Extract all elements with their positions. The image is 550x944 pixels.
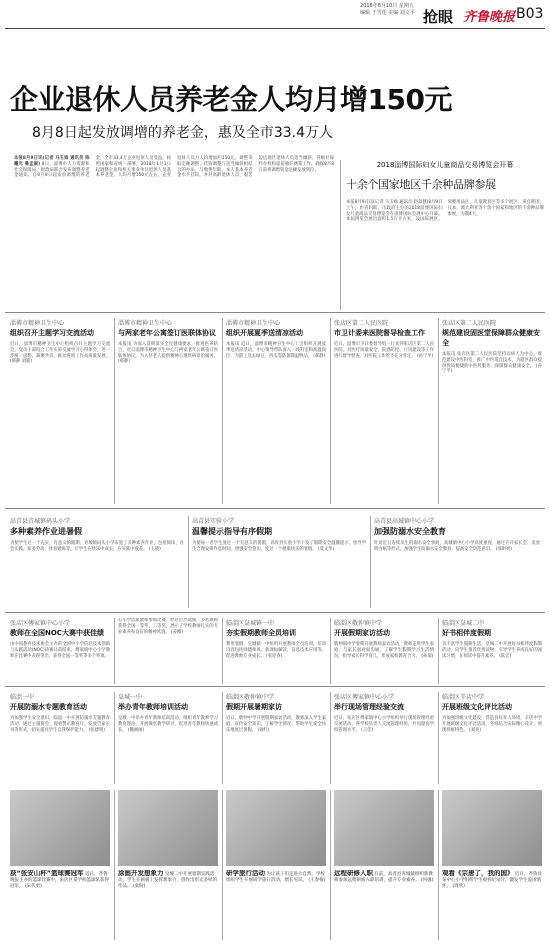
photo-title: 远程研修入职 (334, 870, 373, 877)
article-title: 开展假期家访活动 (334, 629, 390, 637)
article-body: 皇城一中举办青年教师培训活动，组织青年教师学习教育理论，开展课堂教学研讨，促进青年教师快速成长。 (魏丽丽) (118, 716, 218, 733)
dept-label: 临淄区皇城二中 (442, 620, 485, 627)
column-divider (222, 618, 223, 684)
article-title: 举行现场管理经验交流 (334, 703, 404, 711)
article-r2-4 (442, 318, 542, 504)
dept-label: 淄博市精神卫生中心 (226, 320, 281, 327)
photo-text: 近日，齐鲁县某中心小学组织学生观看纪录片，激发学生爱国情怀。 (周欣) (442, 872, 542, 889)
article-r3-2 (374, 516, 540, 608)
article-r4-1 (118, 618, 218, 684)
photo-image (442, 790, 542, 866)
article-title: 温馨提示指导有序假期 (192, 527, 272, 536)
column-divider (222, 692, 223, 784)
article-title: 举办青年教师培训活动 (118, 703, 188, 711)
article-title: 好书相伴度假期 (442, 629, 491, 637)
photo-image (334, 790, 434, 866)
photo-image (10, 790, 110, 866)
article-r2-1 (118, 318, 218, 504)
column-divider (330, 692, 331, 784)
article-r2-3 (334, 318, 434, 504)
editor-line: 编辑 于雪莲 美编 刘文平 (360, 10, 415, 16)
article-title: 夯实假期教师全员培训 (226, 629, 296, 637)
photo-image (118, 790, 218, 866)
photo-caption (118, 870, 218, 940)
photo-title: 获“张安山杯”篮球赛冠军 (10, 870, 84, 877)
photo-image (226, 790, 326, 866)
page-number: B03 (516, 6, 544, 22)
article-title: 假期开展暑期家访 (226, 703, 282, 711)
article-r5-1 (118, 692, 218, 784)
article-title: 组织召开主题学习交流活动 (10, 329, 94, 337)
side-kicker: 2018淄博国际妇女儿童商品交易博览会开幕 (376, 161, 514, 169)
dept-label: 淄博市精神卫生中心 (118, 320, 173, 327)
article-r4-2 (226, 618, 326, 684)
photo-text: 日前，高青县青城镇组织新教师参加远程研修入职培训，提升专业素养。 (何强) (334, 872, 434, 883)
article-body: 为加强学生安全意识，临淄一中开展防溺水专题教育活动，通过主题班会、观看警示教育片、发放告家长书等形式，切实提高学生自我保护能力。 (张建明) (10, 716, 110, 733)
lead-body: 8日，淄博市人力资源和社会保障局、财政局联合发布调整养老金通知，自8月8日起发放调增的养老金，全市33.4万企业退休人员受益。按照国家和省统一部署，2018年1月1日起调整企业和机关事业单位退休人员基本养老金，人均月增150元左右，企业退休人员月人均增加约150元。调整采取定额调整、挂钩调整与适当倾斜相结合的办法，与缴费年限、本人基本养老金水平挂钩，并对高龄退休人员、艰苦边远地区退休人员适当倾斜。各级社保经办机构提前做好测算工作，确保8月8日前将调增资金足额发放到位。 (14, 156, 334, 179)
row2-rule (5, 508, 545, 509)
column-divider (114, 790, 115, 940)
column-divider (188, 516, 189, 608)
article-body: 利用暑假，皇城镇一中组织开展教师全员培训，培训内容包括师德师风、新课标解读、信息技术应用等，促进教师专业成长。 (张迎春) (226, 642, 326, 659)
article-body: 近日，张店区傅家镇中心小学组织举行现场管理经验交流活动，各学校负责人交流管理经验，共同提高学校管理水平。 (王佳) (334, 716, 434, 733)
lead-byline: 本报8月9日讯(记者 马玉姝 通讯员 陈曦光 鲁孟颖) (14, 156, 90, 167)
article-body: 由中国教育技术协会主办的全国中小学信息技术创新与实践活动(NOC)决赛日前结束，傅家镇中心小学教师在比赛中表现突出，获得全国一等奖等多个奖项。 (10, 642, 110, 659)
article-title: 组织开展夏季送清凉活动 (226, 329, 303, 337)
lead-headline: 企业退休人员养老金人均月增150元 (10, 83, 452, 116)
row3-rule (5, 612, 545, 613)
article-body: 本报讯 张店区第二人民医院坚持以病人为中心，规范建设中医科室，推广中医适宜技术，为辖区群众提供优质便捷的中医药服务，保障群众健康安全。 (孙宁平) (442, 352, 542, 375)
article-title: 教师在全国NOC大赛中获佳绩 (10, 629, 104, 637)
article-r3-0 (10, 516, 184, 608)
dept-label: 高青县高城镇中心小学 (374, 518, 435, 525)
article-r4-4 (442, 618, 542, 684)
article-body: 近日，淄博市精神卫生中心组织召开主题学习交流会，党员干部结合工作实际交流学习心得体会，进一步统一思想、凝聚共识，推动各项工作高质量发展。 (郝静 刘敏) (10, 342, 110, 365)
photo-caption (226, 870, 326, 940)
column-divider (114, 692, 115, 784)
column-divider (222, 318, 223, 504)
lead-subhead: 8月8日起发放调增的养老金，惠及全市33.4万人 (32, 125, 333, 141)
article-body: 心小学选派教师参加比赛，经过层层选拔，多名教师获得全国一等奖、二等奖，展示了学校教师扎实的专业素养和良好的精神风貌。 (姜娜) (118, 618, 218, 635)
dept-label: 张店区第二人民医院 (442, 320, 497, 327)
column-divider (114, 618, 115, 684)
header (0, 0, 550, 30)
dept-label: 临淄区敬仲镇中学 (334, 620, 383, 627)
article-body: 为加强班级文化建设，营造良好育人环境，辛店中学开展班级文化评比活动，各班结合实际精心设计，展现班级特色。 (刘亮) (442, 716, 542, 733)
article-r2-0 (10, 318, 110, 504)
article-body: 敬仲镇中学暑期开展教师家访活动，教师走进学生家庭，与家长面对面沟通，了解学生假期学习生活情况，指导家长科学育儿，形成家校教育合力。 (孙瑞) (334, 642, 434, 659)
article-body: 本报讯 近日，淄博市精神卫生中心工会组织开展夏季送清凉活动，中心领导带队深入一线科室和高温岗位，为职工送去绿豆、西瓜等防暑降温物品。 (郝静) (226, 342, 326, 359)
column-divider (438, 790, 439, 940)
column-divider (438, 618, 439, 684)
article-body: 为使每一名学生度过一个有意义的暑假，高青县实验小学下发了假期安全温馨提示，指导学生合理安排作息时间，增强安全意识，度过一个健康快乐的暑假。 (夏文华) (192, 541, 366, 552)
column-divider (370, 516, 371, 608)
article-body: 近日，淄博市卫计委督导组一行来到张店区第二人民医院，对医疗质量安全、院感防控、行风建设等工作进行督导检查，对医院工作给予充分肯定。 (孙宁平) (334, 342, 434, 359)
photo-text: 皇城二中开展暑期实践活动，学生在画板上发挥想象力，创作出形式多样的作品。 (张盼) (118, 872, 217, 889)
row4-rule (5, 686, 545, 687)
article-r3-1 (192, 516, 366, 608)
article-body: 为使学生过一个充实、有意义的假期，青城镇码头小学布置了多种素养作业，包括阅读、社会实践、家务劳动、体育锻炼等，让学生在快乐中成长，在实践中收获。 (王晓) (10, 541, 184, 552)
column-divider (114, 318, 115, 504)
article-title: 开展班级文化评比活动 (442, 703, 512, 711)
dept-label: 张店区傅家镇中心小学 (10, 620, 71, 627)
column-divider (438, 692, 439, 784)
article-r4-3 (334, 618, 434, 684)
article-title: 市卫计委来医院督导检查工作 (334, 329, 425, 337)
dept-label: 高青县实验小学 (192, 518, 235, 525)
photo-text: 近日，齐鲁晚报主办的篮球比赛中，张店区某学校篮球队获得冠军。 (宋代勇) (10, 872, 109, 889)
row1-rule (5, 312, 545, 313)
article-r5-2 (226, 692, 326, 784)
lead-article (14, 156, 334, 296)
masthead-logo: 齐鲁晚报 (463, 10, 516, 25)
column-divider (330, 790, 331, 940)
article-r5-4 (442, 692, 542, 784)
dept-label: 临淄区敬仲镇中学 (226, 694, 275, 701)
article-title: 规范建设固医堂保障群众健康安全 (442, 329, 540, 347)
article-body: 本报讯 为深入贯彻落实全民健康要求，推进医养结合，近日淄博市精神卫生中心与两家老年公寓签订医联体协议，为入住老人提供精神心理疾病诊治服务。 (郝静) (118, 342, 218, 365)
photo-title: 研学旅行活动 (226, 870, 265, 877)
lead-divider (340, 160, 341, 310)
dept-label: 淄博市精神卫生中心 (10, 320, 65, 327)
side-feature (346, 160, 544, 280)
date-line: 2018年8月10日 星期五 (360, 3, 414, 9)
article-r2-2 (226, 318, 326, 504)
dept-label: 临淄区皇城镇一中 (226, 620, 275, 627)
dept-label: 张店区第二人民医院 (334, 320, 389, 327)
article-title: 多种素养作业进暑假 (10, 527, 82, 536)
article-r4-0 (10, 618, 110, 684)
photo-title: 观看《宗唐了，我的国》 (442, 870, 514, 877)
dept-label: 临淄一中 (10, 694, 35, 701)
article-title: 与两家老年公寓签订医联体协议 (118, 329, 216, 337)
article-r5-0 (10, 692, 110, 784)
column-divider (330, 618, 331, 684)
article-body: 针对近日连续发生的溺水安全事故，高城镇中心小学高度重视，通过召开家长会、发放明白纸等形式，加强学生防溺水安全教育，提高安全防范意识。 (邵明亮) (374, 541, 540, 552)
column-divider (330, 318, 331, 504)
header-rule (5, 28, 545, 29)
dept-label: 临淄区辛店中学 (442, 694, 485, 701)
column-name: 抢眼 (423, 8, 454, 26)
article-title: 加强防溺水安全教育 (374, 527, 446, 536)
side-body: 本报8月9日讯(记者 马玉姝 通讯员 赵景健)8月9日上午，由省妇联、市政府主办的2018淄博国际妇女儿童商品交易博览会在淄博国际会展中心开幕。本届博览会展出面积1.5万平方米，设国际展区、母婴用品区、儿童教育区等多个展区，来自韩国、日本、澳大利亚等十余个国家和地区的千余种品牌参展，为期4天。 (346, 200, 544, 223)
article-title: 开展防溺水专题教育活动 (10, 703, 87, 711)
article-body: 近日，敬仲中学开展假期家访活动，教师深入学生家庭，宣传安全知识，了解学生情况，帮助学生安全快乐地度过暑假。 (刘红) (226, 716, 326, 733)
dept-label: 张店区傅家镇中心小学 (334, 694, 395, 701)
article-r5-3 (334, 692, 434, 784)
photo-title: 涂画开发想象力 (118, 870, 164, 877)
dept-label: 皇城一中 (118, 694, 143, 701)
photo-caption (334, 870, 434, 940)
photo-caption (10, 870, 110, 940)
article-body: 为丰富学生假期生活，皇城二中开展好书相伴度假期活动，向学生推荐优秀读物，引导学生养成良好的阅读习惯，在阅读中提升素养。 (陈宏) (442, 642, 542, 659)
column-divider (222, 790, 223, 940)
photo-caption (442, 870, 542, 940)
side-title: 十余个国家地区千余种品牌参展 (346, 178, 496, 191)
dept-label: 高青县青城镇码头小学 (10, 518, 71, 525)
column-divider (438, 318, 439, 504)
photo-text: 为让孩子们走进大自然，学校组织学生开展研学旅行活动，增长见识。 (王春梅) (226, 872, 326, 883)
